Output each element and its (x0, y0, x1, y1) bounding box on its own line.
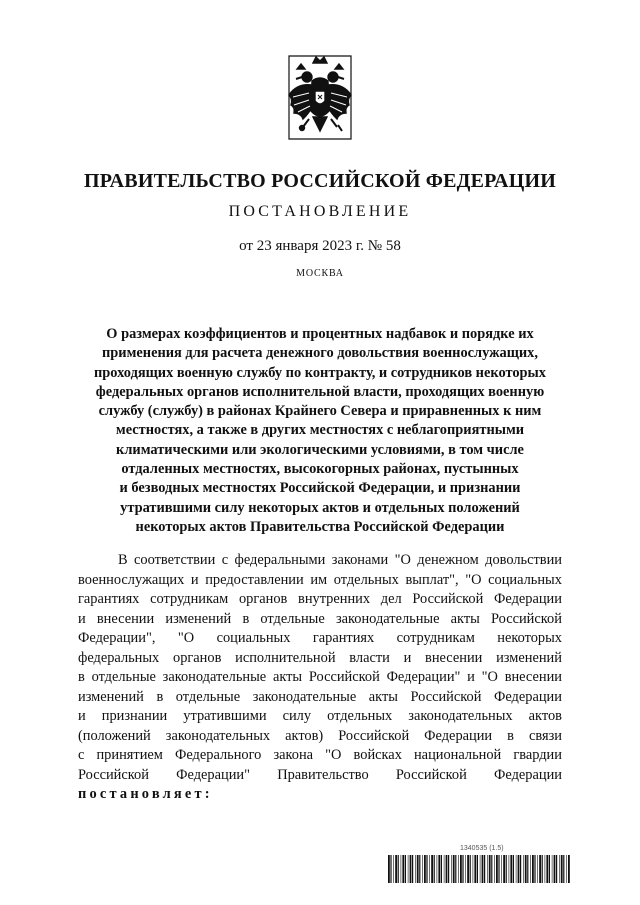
barcode-block (388, 845, 570, 883)
document-date-number: от 23 января 2023 г. № 58 (239, 238, 401, 254)
document-heading (70, 325, 570, 537)
body-line: и внесении изменений в отдельные законодательные акты Российской (78, 610, 562, 627)
body-line: с принятием Федерального закона "О войсках национальной гвардии (78, 747, 562, 763)
barcode-icon (388, 855, 570, 883)
barcode-number: 1340535 (1.5) (460, 845, 504, 852)
document-city: МОСКВА (296, 268, 344, 279)
heading-line: и безводных местностях Российской Федерации, и признании (119, 480, 521, 497)
heading-line: климатическими или экологическими условиями, в том числе (116, 441, 524, 458)
heading-line: утратившими силу некоторых актов и отдельных положений (120, 499, 520, 516)
decree-word: постановляет: (78, 786, 213, 802)
body-line: в отдельные законодательные акты Российской Федерации" и "О внесении (78, 669, 562, 685)
body-line: Российской Федерации" Правительство Российской Федерации (78, 766, 562, 783)
heading-line: проходящих военную службу по контракту, и сотрудников некоторых (94, 364, 546, 381)
body-line: федеральных органов исполнительной власти и внесении изменений (78, 649, 562, 666)
government-title: ПРАВИТЕЛЬСТВО РОССИЙСКОЙ ФЕДЕРАЦИИ (84, 170, 556, 192)
coat-of-arms-icon (285, 55, 355, 147)
body-line: изменений в отдельные законодательные акты Российской Федерации (78, 688, 562, 705)
body-line: Федерации", "О социальных гарантиях сотрудникам некоторых (78, 630, 562, 646)
heading-line: службу (службу) в районах Крайнего Севера и приравненных к ним (98, 403, 542, 420)
body-line: военнослужащих и предоставлении им отдельных выплат", "О социальных (78, 571, 562, 588)
body-line: и признании утратившими силу отдельных законодательных актов (78, 708, 562, 724)
heading-line: применения для расчета денежного довольствия военнослужащих, (102, 345, 538, 362)
heading-line: О размерах коэффициентов и процентных надбавок и порядке их (106, 326, 534, 342)
heading-line: некоторых актов Правительства Российской Федерации (135, 518, 505, 535)
heading-line: местностях, а также в других местностях с неблагоприятными (115, 422, 525, 439)
body-line: гарантиях сотрудникам органов внутренних дел Российской Федерации (78, 591, 562, 607)
body-paragraph (78, 551, 562, 805)
heading-line: отдаленных местностях, высокогорных районах, пустынных (121, 461, 519, 478)
body-line: В соответствии с федеральными законами "О денежном довольствии (118, 552, 562, 568)
body-line: (положений законодательных актов) Российской Федерации в связи (78, 727, 562, 744)
heading-line: федеральных органов исполнительной власти, проходящих военную (95, 383, 545, 400)
document-type: ПОСТАНОВЛЕНИЕ (228, 203, 412, 220)
